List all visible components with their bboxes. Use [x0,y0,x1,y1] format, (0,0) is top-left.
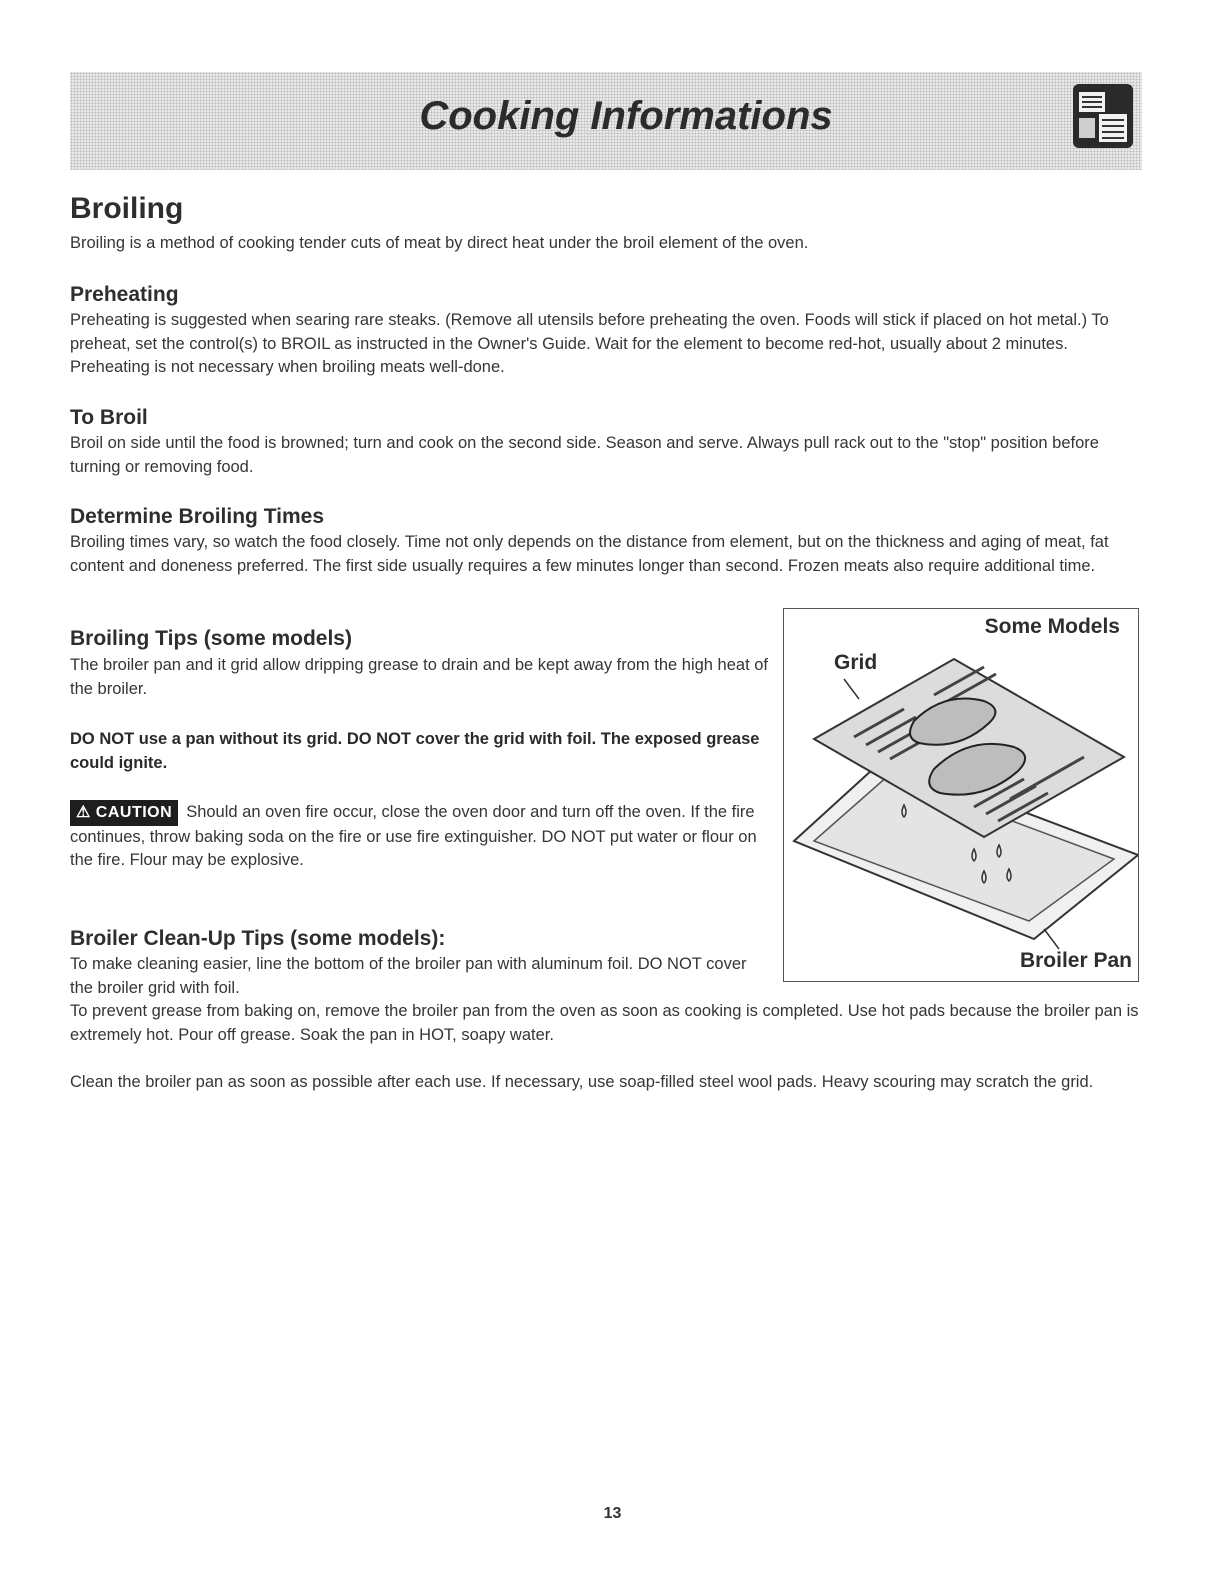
heading-to-broil: To Broil [70,406,148,429]
cleanup-text-2: To prevent grease from baking on, remove the broiler pan from the oven as soon as cooking is completed. Use hot pads because the broiler pan is extremely hot. Pour off grease. Soak the pan in HOT, soapy water. [70,1002,1139,1044]
grid-warning: DO NOT use a pan without its grid. DO NOT cover the grid with foil. The exposed grease could ignite. [70,730,760,772]
determine-text: Broiling times vary, so watch the food closely. Time not only depends on the distance from element, but on the thickness and aging of meat, fat content and doneness preferred. The first side usually requires a few minutes longer than second. Frozen meats also require additional time. [70,533,1109,575]
to-broil-text: Broil on side until the food is browned; turn and cook on the second side. Season and serve. Always pull rack out to the "stop" position before turning or removing food. [70,434,1099,476]
broiler-pan-illustration [784,609,1138,981]
heading-broiling-tips: Broiling Tips (some models) [70,627,352,650]
page-header-title: Cooking Informations [419,94,833,138]
document-icon [1073,84,1133,148]
heading-preheating: Preheating [70,283,179,306]
caution-label: CAUTION [95,804,173,821]
heading-determine-broiling-times: Determine Broiling Times [70,505,325,528]
section-title-broiling: Broiling [70,192,184,225]
caution-text: Should an oven fire occur, close the oven door and turn off the oven. If the fire continues, throw baking soda on the fire or use fire extinguisher. DO NOT put water or flour on the fire. Flour may be explosive. [70,803,757,869]
preheating-text: Preheating is suggested when searing rare steaks. (Remove all utensils before preheating the oven. Foods will stick if placed on hot metal.) To preheat, set the control(s) to BROIL as instructed in the Owner's Guide. Wait for the element to become red-hot, usually about 2 minutes. Preheating is not necessary when broiling meats well-done. [70,311,1109,376]
broiling-tips-text: The broiler pan and it grid allow dripping grease to drain and be kept away from the high heat of the broiler. [70,656,769,698]
grid-label: Grid [834,651,878,674]
broiler-pan-label: Broiler Pan [1019,949,1132,972]
header-banner [70,72,1142,170]
caution-badge: ⚠ CAUTION [70,800,178,826]
page-number: 13 [603,1505,622,1522]
heading-cleanup-tips: Broiler Clean-Up Tips (some models): [70,927,446,950]
cleanup-text-1: To make cleaning easier, line the bottom of the broiler pan with aluminum foil. DO NOT cover the broiler grid with foil. [70,955,747,997]
cleanup-text-3: Clean the broiler pan as soon as possible after each use. If necessary, use soap-filled steel wool pads. Heavy scouring may scratch the grid. [70,1073,1094,1091]
figure-title: Some Models [984,615,1120,638]
caution-paragraph [70,800,770,873]
broiler-figure [783,608,1139,982]
broiling-intro: Broiling is a method of cooking tender cuts of meat by direct heat under the broil element of the oven. [70,234,809,252]
